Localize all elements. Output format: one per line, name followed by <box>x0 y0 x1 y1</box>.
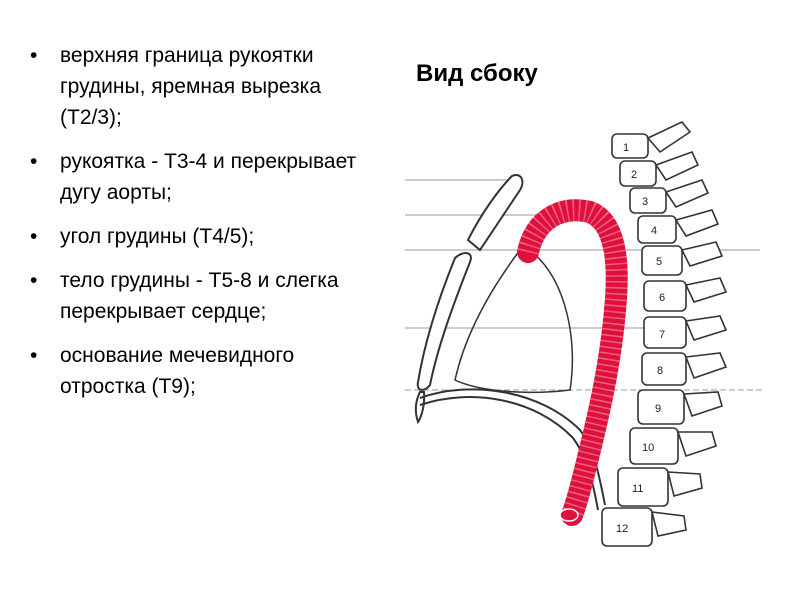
bullet-text: верхняя граница рукоятки грудины, яремная вырезка (T2/3); <box>60 44 322 129</box>
svg-text:8: 8 <box>657 365 664 377</box>
bullet-list <box>30 40 370 415</box>
svg-text:6: 6 <box>659 292 666 304</box>
svg-text:2: 2 <box>631 169 638 181</box>
vertebra <box>630 428 716 464</box>
bullet-item: • верхняя граница рукоятки грудины, яремная вырезка (T2/3); <box>30 44 322 129</box>
vertebra <box>638 210 718 243</box>
anatomy-illustration <box>395 95 775 595</box>
vertebra <box>618 468 702 506</box>
svg-text:5: 5 <box>656 256 663 268</box>
bullet-text: основание мечевидного отростка (T9); <box>60 344 295 398</box>
slide-title: Вид сбоку <box>416 60 538 87</box>
svg-text:3: 3 <box>642 196 649 208</box>
vertebra <box>638 390 722 424</box>
bullet-text: тело грудины - T5-8 и слегка перекрывает сердце; <box>60 269 339 323</box>
bullet-item: • рукоятка - T3-4 и перекрывает дугу аорты; <box>30 150 357 204</box>
heart-outline <box>455 250 572 392</box>
vertebra <box>612 122 690 158</box>
svg-text:7: 7 <box>659 329 666 341</box>
svg-text:4: 4 <box>651 225 658 237</box>
svg-text:12: 12 <box>616 523 629 535</box>
vertebra <box>642 242 722 275</box>
bullet-text: угол грудины (T4/5); <box>60 225 255 248</box>
bullet-item: • тело грудины - T5-8 и слегка перекрывает сердце; <box>30 269 339 323</box>
vertebra <box>642 353 726 385</box>
vertebra <box>644 316 726 348</box>
bullet-item: • основание мечевидного отростка (T9); <box>30 344 295 398</box>
svg-text:1: 1 <box>623 142 630 154</box>
bullet-text: рукоятка - T3-4 и перекрывает дугу аорты; <box>60 150 357 204</box>
bullet-item: • угол грудины (T4/5); <box>30 225 255 248</box>
svg-text:10: 10 <box>642 442 655 454</box>
svg-text:9: 9 <box>655 403 662 415</box>
svg-text:11: 11 <box>632 483 644 495</box>
vertebra <box>644 278 726 311</box>
vertebra <box>602 508 686 546</box>
